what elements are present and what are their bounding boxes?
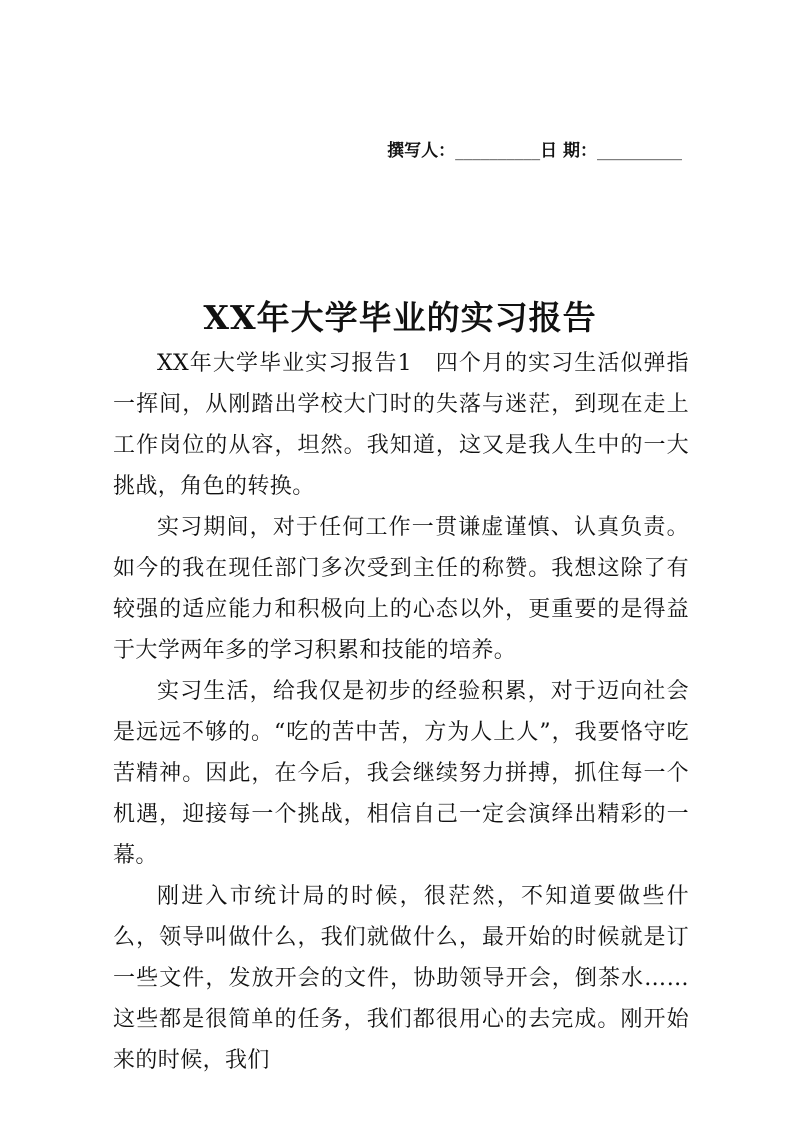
paragraph: XX年大学毕业实习报告1 四个月的实习生活似弹指一挥间，从刚踏出学校大门时的失落与迷茫，到现在走上工作岗位的从容，坦然。我知道，这又是我人生中的一大挑战，角色的转换。 [113,351,689,499]
author-label: 撰写人： [387,141,456,161]
paragraph: 实习生活，给我仅是初步的经验积累，对于迈向社会是远远不够的。“吃的苦中苦，方为人上人”，我要恪守吃苦精神。因此，在今后，我会继续努力拼搏，抓住每一个机遇，迎接每一个挑战，相信自己一定会演绎出精彩的一幕。 [113,679,689,868]
author-date-line [387,136,682,161]
paragraph: 刚进入市统计局的时候，很茫然，不知道要做些什么，领导叫做什么，我们就做什么，最开始的时候就是订一些文件，发放开会的文件，协助领导开会，倒茶水……这些都是很简单的任务，我们都很用心的去完成。刚开始来的时候，我们 [113,884,689,1073]
paragraph: 实习期间，对于任何工作一贯谦虚谨慎、认真负责。如今的我在现任部门多次受到主任的称赞。我想这除了有较强的适应能力和积极向上的心态以外，更重要的是得益于大学两年多的学习积累和技能的培养。 [113,515,689,663]
document-body [113,343,689,1081]
date-label: 日 期： [540,141,597,161]
document-title: XX年大学毕业的实习报告 [203,298,597,337]
author-blank: __________ [455,141,541,161]
date-blank: __________ [597,141,682,161]
